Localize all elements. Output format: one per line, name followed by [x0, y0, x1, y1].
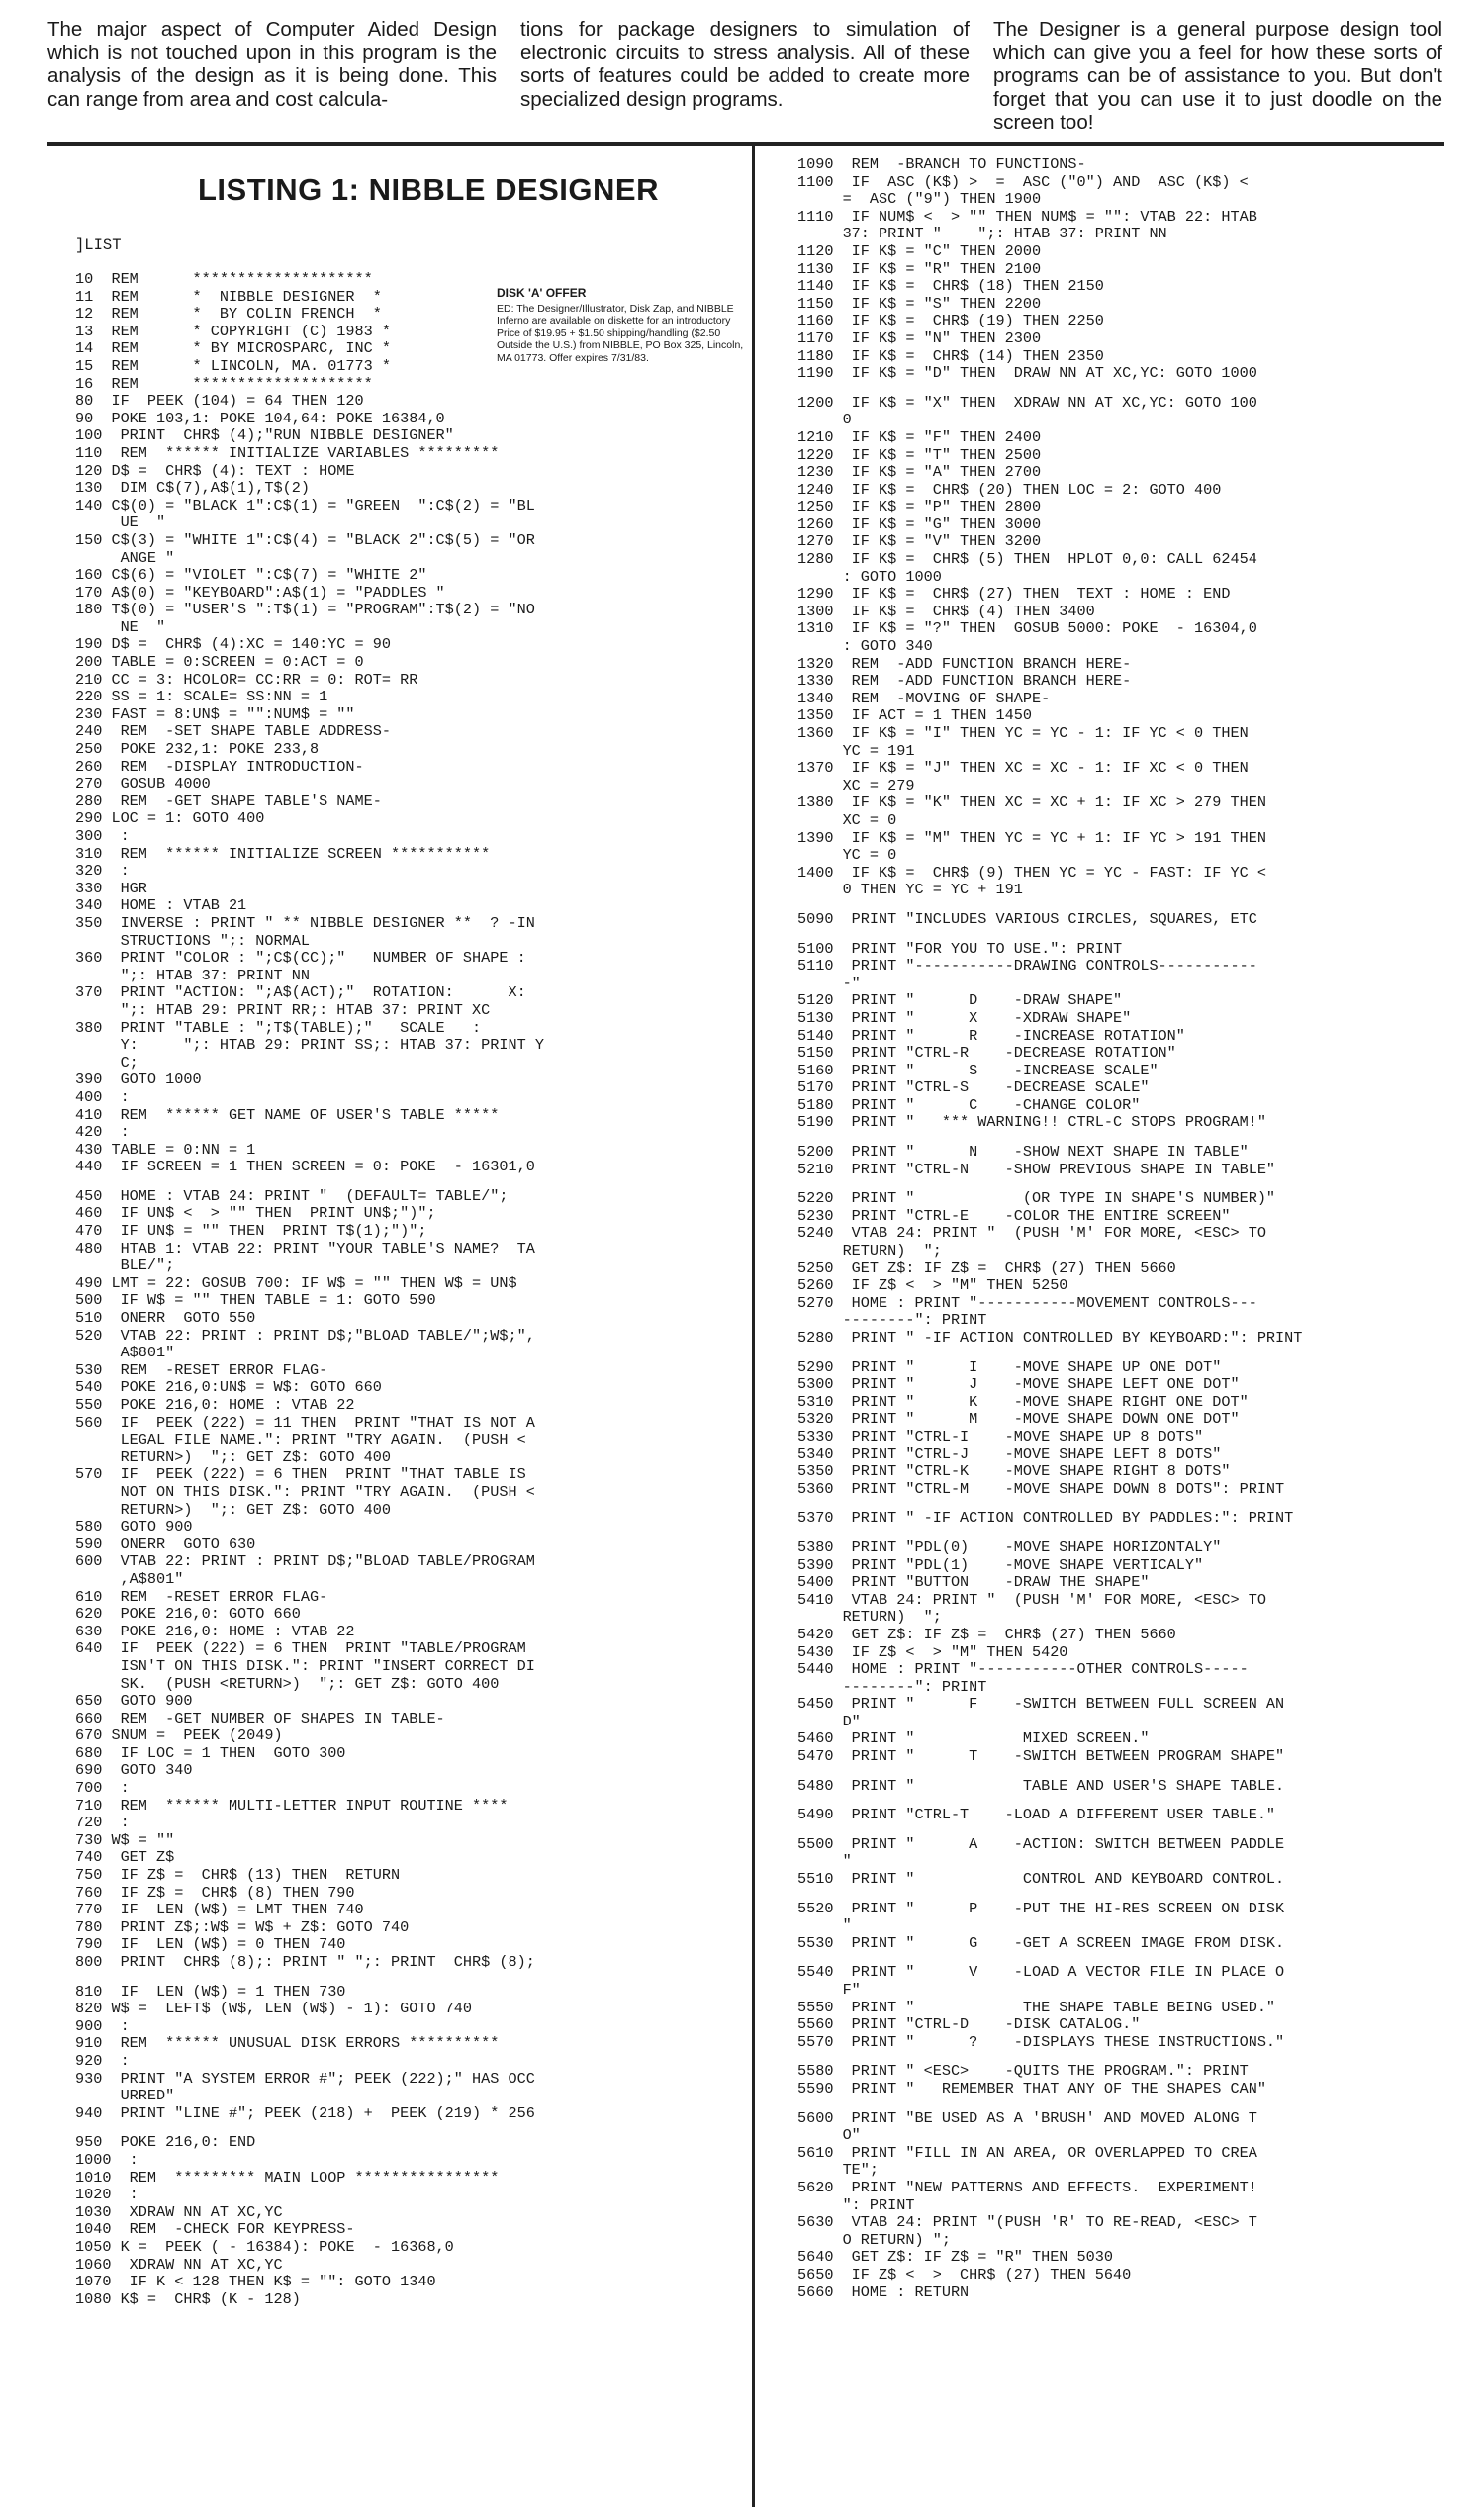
code-line: 510 ONERR GOTO 550 [75, 1309, 256, 1328]
code-line: 290 LOC = 1: GOTO 400 [75, 809, 265, 828]
code-line: NE " [75, 617, 166, 636]
code-line: 5480 PRINT " TABLE AND USER'S SHAPE TABLE. [797, 1776, 1285, 1795]
code-line: 5280 PRINT " -IF ACTION CONTROLLED BY KEYBOARD:": PRINT [797, 1329, 1303, 1347]
code-line: 1190 IF K$ = "D" THEN DRAW NN AT XC,YC: GOTO 1000 [797, 364, 1257, 383]
code-line: 1060 XDRAW NN AT XC,YC [75, 2255, 283, 2274]
code-line: 130 DIM C$(7),A$(1),T$(2) [75, 479, 310, 498]
code-line: 1050 K = PEEK ( - 16384): POKE - 16368,0 [75, 2237, 454, 2256]
code-line: 37: PRINT " ";: HTAB 37: PRINT NN [797, 225, 1167, 243]
code-line: 750 IF Z$ = CHR$ (13) THEN RETURN [75, 1866, 401, 1885]
code-line [797, 2098, 1302, 2110]
code-line: 5090 PRINT "INCLUDES VARIOUS CIRCLES, SQUARES, ETC [797, 909, 1257, 928]
code-line: 5460 PRINT " MIXED SCREEN." [797, 1729, 1150, 1748]
code-line: 1250 IF K$ = "P" THEN 2800 [797, 498, 1042, 516]
code-line: 1140 IF K$ = CHR$ (18) THEN 2150 [797, 277, 1104, 296]
code-line: 690 GOTO 340 [75, 1761, 193, 1780]
code-line: 1180 IF K$ = CHR$ (14) THEN 2350 [797, 346, 1104, 365]
code-line: 210 CC = 3: HCOLOR= CC:RR = 0: ROT= RR [75, 670, 418, 689]
code-line: 5430 IF Z$ < > "M" THEN 5420 [797, 1642, 1068, 1661]
code-line: XC = 0 [797, 810, 897, 829]
code-line: 80 IF PEEK (104) = 64 THEN 120 [75, 392, 364, 411]
code-line: 520 VTAB 22: PRINT : PRINT D$;"BLOAD TABLE/";W$;", [75, 1326, 535, 1345]
code-line: 1040 REM -CHECK FOR KEYPRESS- [75, 2220, 355, 2239]
code-line [797, 383, 1302, 395]
code-line: --------": PRINT [797, 1311, 987, 1330]
code-line: 1000 : [75, 2150, 139, 2169]
code-line: 5290 PRINT " I -MOVE SHAPE UP ONE DOT" [797, 1357, 1222, 1376]
code-line: Y: ";: HTAB 29: PRINT SS;: HTAB 37: PRINT Y [75, 1036, 544, 1055]
code-line: 5500 PRINT " A -ACTION: SWITCH BETWEEN PADDLE [797, 1834, 1285, 1853]
code-line: 16 REM ******************** [75, 374, 373, 393]
code-line: 390 GOTO 1000 [75, 1071, 202, 1089]
code-line: 90 POKE 103,1: POKE 104,64: POKE 16384,0 [75, 409, 445, 427]
code-line: 700 : [75, 1779, 130, 1798]
code-line: 260 REM -DISPLAY INTRODUCTION- [75, 757, 364, 776]
code-line: 5150 PRINT "CTRL-R -DECREASE ROTATION" [797, 1044, 1176, 1063]
code-line: 160 C$(6) = "VIOLET ":C$(7) = "WHITE 2" [75, 566, 427, 585]
code-line: 950 POKE 216,0: END [75, 2133, 256, 2152]
code-line: TE"; [797, 2161, 880, 2180]
code-line: : GOTO 340 [797, 637, 933, 656]
listing-title: LISTING 1: NIBBLE DESIGNER [198, 172, 659, 207]
code-line: ISN'T ON THIS DISK.": PRINT "INSERT CORRECT DI [75, 1656, 535, 1675]
code-line: 0 [797, 411, 852, 429]
code-line: 760 IF Z$ = CHR$ (8) THEN 790 [75, 1883, 355, 1902]
code-line: 1300 IF K$ = CHR$ (4) THEN 3400 [797, 602, 1095, 620]
code-line: 5360 PRINT "CTRL-M -MOVE SHAPE DOWN 8 DOTS": PRINT [797, 1479, 1285, 1498]
code-line: 620 POKE 216,0: GOTO 660 [75, 1605, 301, 1624]
code-line: 330 HGR [75, 879, 147, 897]
code-line: 560 IF PEEK (222) = 11 THEN PRINT "THAT IS NOT A [75, 1413, 535, 1432]
code-line: 1120 IF K$ = "C" THEN 2000 [797, 241, 1042, 260]
code-line: URRED" [75, 2087, 175, 2105]
code-line: ,A$801" [75, 1569, 184, 1588]
code-line: 460 IF UN$ < > "" THEN PRINT UN$;")"; [75, 1204, 436, 1223]
intro-column-2: tions for package designers to simulation of electronic circuits to stress analysis. All of these sorts of features could be added to create more specialized design programs. [520, 18, 970, 111]
code-line: 610 REM -RESET ERROR FLAG- [75, 1587, 328, 1606]
code-line: 5400 PRINT "BUTTON -DRAW THE SHAPE" [797, 1573, 1150, 1592]
code-line: 1130 IF K$ = "R" THEN 2100 [797, 259, 1042, 278]
code-line: 1100 IF ASC (K$) > = ASC ("0") AND ASC (K$) < [797, 172, 1249, 191]
code-line: 1070 IF K < 128 THEN K$ = "": GOTO 1340 [75, 2273, 436, 2291]
code-line: 1080 K$ = CHR$ (K - 128) [75, 2289, 301, 2308]
code-line: 5200 PRINT " N -SHOW NEXT SHAPE IN TABLE" [797, 1143, 1249, 1162]
code-line: -" [797, 974, 861, 992]
code-line: 370 PRINT "ACTION: ";A$(ACT);" ROTATION: X: [75, 983, 526, 1002]
code-line: 400 : [75, 1087, 130, 1106]
code-line: 5370 PRINT " -IF ACTION CONTROLLED BY PADDLES:": PRINT [797, 1509, 1294, 1528]
code-line: 590 ONERR GOTO 630 [75, 1535, 256, 1553]
code-line: 5130 PRINT " X -XDRAW SHAPE" [797, 1008, 1132, 1027]
code-line: : GOTO 1000 [797, 567, 942, 586]
code-line: 440 IF SCREEN = 1 THEN SCREEN = 0: POKE - 16301,0 [75, 1158, 535, 1176]
code-line: 910 REM ****** UNUSUAL DISK ERRORS ********** [75, 2034, 500, 2053]
code-line: 820 W$ = LEFT$ (W$, LEN (W$) - 1): GOTO 740 [75, 2000, 473, 2018]
code-line [797, 1766, 1302, 1778]
code-line: 5580 PRINT " <ESC> -QUITS THE PROGRAM.": PRINT [797, 2062, 1249, 2081]
code-line: 1390 IF K$ = "M" THEN YC = YC + 1: IF YC > 191 THEN [797, 828, 1266, 847]
code-line: 670 SNUM = PEEK (2049) [75, 1726, 283, 1745]
code-line: LEGAL FILE NAME.": PRINT "TRY AGAIN. (PUSH < [75, 1431, 526, 1449]
code-line: 430 TABLE = 0:NN = 1 [75, 1140, 256, 1159]
code-line: 230 FAST = 8:UN$ = "":NUM$ = "" [75, 704, 355, 723]
code-line: 310 REM ****** INITIALIZE SCREEN *********** [75, 844, 491, 863]
code-line: 250 POKE 232,1: POKE 233,8 [75, 740, 320, 759]
code-line: 5230 PRINT "CTRL-E -COLOR THE ENTIRE SCREEN" [797, 1206, 1231, 1225]
code-line: 300 : [75, 827, 130, 845]
code-line: 570 IF PEEK (222) = 6 THEN PRINT "THAT TABLE IS [75, 1465, 526, 1484]
code-line: 220 SS = 1: SCALE= SS:NN = 1 [75, 688, 328, 706]
code-line: 1030 XDRAW NN AT XC,YC [75, 2202, 283, 2221]
code-line: F" [797, 1981, 861, 1999]
code-line: A$801" [75, 1344, 175, 1362]
code-line: 380 PRINT "TABLE : ";T$(TABLE);" SCALE : [75, 1018, 482, 1037]
code-line: 150 C$(3) = "WHITE 1":C$(4) = "BLACK 2":C$(5) = "OR [75, 530, 535, 549]
code-line: 660 REM -GET NUMBER OF SHAPES IN TABLE- [75, 1709, 445, 1727]
code-line: 350 INVERSE : PRINT " ** NIBBLE DESIGNER ** ? -IN [75, 913, 535, 932]
intro-text [47, 18, 1442, 135]
code-line [75, 1972, 544, 1984]
code-line: 240 REM -SET SHAPE TABLE ADDRESS- [75, 722, 391, 741]
code-line: 1310 IF K$ = "?" THEN GOSUB 5000: POKE - 16304,0 [797, 619, 1257, 638]
listing-top-rule [47, 142, 1444, 146]
code-line: 5170 PRINT "CTRL-S -DECREASE SCALE" [797, 1078, 1150, 1097]
code-line: 1320 REM -ADD FUNCTION BRANCH HERE- [797, 654, 1132, 673]
code-line: 1380 IF K$ = "K" THEN XC = XC + 1: IF XC > 279 THEN [797, 793, 1266, 812]
code-line: 5490 PRINT "CTRL-T -LOAD A DIFFERENT USER TABLE." [797, 1806, 1276, 1824]
code-line: 1160 IF K$ = CHR$ (19) THEN 2250 [797, 312, 1104, 330]
code-line: 5340 PRINT "CTRL-J -MOVE SHAPE LEFT 8 DOTS" [797, 1444, 1222, 1463]
code-line: 5160 PRINT " S -INCREASE SCALE" [797, 1061, 1159, 1079]
code-line: 1020 : [75, 2186, 139, 2204]
code-line: 5550 PRINT " THE SHAPE TABLE BEING USED." [797, 1998, 1276, 2016]
code-line: 740 GET Z$ [75, 1848, 175, 1867]
code-line: 1010 REM ********* MAIN LOOP **************** [75, 2168, 500, 2187]
code-line: 5660 HOME : RETURN [797, 2283, 970, 2301]
code-line: 900 : [75, 2016, 130, 2035]
code-line: 1240 IF K$ = CHR$ (20) THEN LOC = 2: GOTO 400 [797, 480, 1222, 499]
code-line: 5570 PRINT " ? -DISPLAYS THESE INSTRUCTIONS." [797, 2032, 1285, 2051]
code-line: 5260 IF Z$ < > "M" THEN 5250 [797, 1276, 1068, 1295]
code-line: 480 HTAB 1: VTAB 22: PRINT "YOUR TABLE'S NAME? TA [75, 1239, 535, 1258]
code-line: O RETURN) "; [797, 2230, 951, 2249]
code-line: 11 REM * NIBBLE DESIGNER * [75, 287, 382, 306]
code-line: 180 T$(0) = "USER'S ":T$(1) = "PROGRAM":T$(2) = "NO [75, 601, 535, 619]
code-line: 1260 IF K$ = "G" THEN 3000 [797, 514, 1042, 533]
code-line: ";: HTAB 37: PRINT NN [75, 966, 310, 984]
code-line: 5620 PRINT "NEW PATTERNS AND EFFECTS. EXPERIMENT! [797, 2178, 1257, 2196]
code-line: 490 LMT = 22: GOSUB 700: IF W$ = "" THEN W$ = UN$ [75, 1273, 517, 1292]
code-line: 170 A$(0) = "KEYBOARD":A$(1) = "PADDLES " [75, 583, 445, 602]
code-line: 360 PRINT "COLOR : ";C$(CC);" NUMBER OF SHAPE : [75, 949, 526, 968]
intro-column-1: The major aspect of Computer Aided Design which is not touched upon in this program is the analysis of the design as it is being done. This can range from area and cost calcula- [47, 18, 497, 111]
code-line [797, 929, 1302, 941]
code-line: ";: HTAB 29: PRINT RR;: HTAB 37: PRINT XC [75, 1000, 491, 1019]
code-line: 530 REM -RESET ERROR FLAG- [75, 1360, 328, 1379]
code-line: 770 IF LEN (W$) = LMT THEN 740 [75, 1901, 364, 1919]
code-line: 140 C$(0) = "BLACK 1":C$(1) = "GREEN ":C$(2) = "BL [75, 496, 535, 514]
code-line: 5350 PRINT "CTRL-K -MOVE SHAPE RIGHT 8 DOTS" [797, 1462, 1231, 1481]
code-line: 1330 REM -ADD FUNCTION BRANCH HERE- [797, 672, 1132, 691]
code-line: " [797, 1852, 852, 1871]
code-line: 1150 IF K$ = "S" THEN 2200 [797, 294, 1042, 313]
code-line: 5270 HOME : PRINT "-----------MOVEMENT CONTROLS--- [797, 1293, 1257, 1312]
code-line: 5220 PRINT " (OR TYPE IN SHAPE'S NUMBER)" [797, 1189, 1276, 1208]
code-line: 1360 IF K$ = "I" THEN YC = YC - 1: IF YC < 0 THEN [797, 724, 1249, 742]
code-line: 5100 PRINT "FOR YOU TO USE.": PRINT [797, 939, 1123, 958]
code-line: 200 TABLE = 0:SCREEN = 0:ACT = 0 [75, 653, 364, 672]
code-line: 1210 IF K$ = "F" THEN 2400 [797, 427, 1042, 446]
code-line: 680 IF LOC = 1 THEN GOTO 300 [75, 1743, 346, 1762]
code-line: 340 HOME : VTAB 21 [75, 896, 247, 915]
code-line: 5120 PRINT " D -DRAW SHAPE" [797, 991, 1123, 1010]
code-line: 5510 PRINT " CONTROL AND KEYBOARD CONTROL. [797, 1870, 1285, 1889]
code-line: 120 D$ = CHR$ (4): TEXT : HOME [75, 461, 355, 480]
code-line: 790 IF LEN (W$) = 0 THEN 740 [75, 1935, 346, 1954]
code-line: = ASC ("9") THEN 1900 [797, 190, 1042, 209]
code-line: NOT ON THIS DISK.": PRINT "TRY AGAIN. (PUSH < [75, 1482, 535, 1501]
code-line: 5530 PRINT " G -GET A SCREEN IMAGE FROM DISK. [797, 1933, 1285, 1952]
code-line: 1280 IF K$ = CHR$ (5) THEN HPLOT 0,0: CALL 62454 [797, 550, 1257, 569]
code-line: 580 GOTO 900 [75, 1518, 193, 1537]
code-line: 1400 IF K$ = CHR$ (9) THEN YC = YC - FAST: IF YC < [797, 863, 1266, 882]
code-line: 5560 PRINT "CTRL-D -DISK CATALOG." [797, 2015, 1141, 2034]
code-line: 500 IF W$ = "" THEN TABLE = 1: GOTO 590 [75, 1291, 436, 1310]
code-line: 190 D$ = CHR$ (4):XC = 140:YC = 90 [75, 635, 391, 654]
code-line: 720 : [75, 1814, 130, 1832]
code-column-right [797, 156, 1302, 2301]
code-line: " [797, 1916, 852, 1935]
code-line: 110 REM ****** INITIALIZE VARIABLES ********* [75, 443, 500, 462]
code-line: 5330 PRINT "CTRL-I -MOVE SHAPE UP 8 DOTS" [797, 1427, 1204, 1445]
code-line: 780 PRINT Z$;:W$ = W$ + Z$: GOTO 740 [75, 1917, 410, 1936]
code-line: 5140 PRINT " R -INCREASE ROTATION" [797, 1026, 1185, 1045]
disk-offer-heading: DISK 'A' OFFER [497, 286, 587, 300]
code-line: 650 GOTO 900 [75, 1692, 193, 1711]
code-line: 5420 GET Z$: IF Z$ = CHR$ (27) THEN 5660 [797, 1625, 1176, 1643]
code-line: 5470 PRINT " T -SWITCH BETWEEN PROGRAM SHAPE" [797, 1747, 1285, 1766]
code-line: 320 : [75, 862, 130, 881]
code-line: RETURN>) ";: GET Z$: GOTO 400 [75, 1500, 391, 1519]
code-line: 5240 VTAB 24: PRINT " (PUSH 'M' FOR MORE, <ESC> TO [797, 1224, 1266, 1243]
code-line: 1090 REM -BRANCH TO FUNCTIONS- [797, 155, 1086, 173]
code-line: 0 THEN YC = YC + 191 [797, 881, 1023, 899]
code-line: 5450 PRINT " F -SWITCH BETWEEN FULL SCREEN AN [797, 1695, 1285, 1714]
code-line [797, 1889, 1302, 1901]
code-line: 5600 PRINT "BE USED AS A 'BRUSH' AND MOVED ALONG T [797, 2108, 1257, 2127]
code-line: O" [797, 2126, 861, 2145]
list-command: ]LIST [75, 236, 122, 254]
code-line: 5210 PRINT "CTRL-N -SHOW PREVIOUS SHAPE IN TABLE" [797, 1160, 1276, 1178]
code-column-left [75, 271, 544, 2308]
code-line: 100 PRINT CHR$ (4);"RUN NIBBLE DESIGNER" [75, 426, 454, 445]
code-line: 5390 PRINT "PDL(1) -MOVE SHAPE VERTICALY" [797, 1555, 1204, 1574]
column-divider [752, 142, 755, 2507]
code-line: 540 POKE 216,0:UN$ = W$: GOTO 660 [75, 1378, 382, 1397]
code-line: 800 PRINT CHR$ (8);: PRINT " ";: PRINT CHR$ (8); [75, 1953, 535, 1971]
code-line: 1340 REM -MOVING OF SHAPE- [797, 689, 1051, 707]
code-line: 5520 PRINT " P -PUT THE HI-RES SCREEN ON DISK [797, 1899, 1285, 1917]
code-line: 630 POKE 216,0: HOME : VTAB 22 [75, 1622, 355, 1640]
code-line: RETURN>) ";: GET Z$: GOTO 400 [75, 1447, 391, 1466]
code-line: 1170 IF K$ = "N" THEN 2300 [797, 328, 1042, 347]
code-line: 940 PRINT "LINE #"; PEEK (218) + PEEK (219) * 256 [75, 2103, 535, 2122]
code-line: 1290 IF K$ = CHR$ (27) THEN TEXT : HOME : END [797, 585, 1231, 604]
code-line: 1230 IF K$ = "A" THEN 2700 [797, 463, 1042, 482]
code-line: 1110 IF NUM$ < > "" THEN NUM$ = "": VTAB 22: HTAB [797, 207, 1257, 226]
code-line: XC = 279 [797, 776, 915, 794]
code-line: 5410 VTAB 24: PRINT " (PUSH 'M' FOR MORE, <ESC> TO [797, 1590, 1266, 1609]
code-line: 5320 PRINT " M -MOVE SHAPE DOWN ONE DOT" [797, 1410, 1240, 1429]
code-line: 930 PRINT "A SYSTEM ERROR #"; PEEK (222);" HAS OCC [75, 2069, 535, 2088]
code-line: 5110 PRINT "-----------DRAWING CONTROLS----------- [797, 957, 1257, 976]
code-line: 1370 IF K$ = "J" THEN XC = XC - 1: IF XC < 0 THEN [797, 759, 1249, 778]
code-line: 5180 PRINT " C -CHANGE COLOR" [797, 1095, 1141, 1114]
code-line: D" [797, 1712, 861, 1730]
disk-offer-body: ED: The Designer/Illustrator, Disk Zap, and NIBBLE Inferno are available on diskette for an introductory Price of $19.95 + $1.50 shipping/handling ($2.50 Outside the U.S.) from NIBBLE, PO Box 325, Lincoln, MA 01773. Offer expires 7/31/83. [497, 302, 744, 364]
code-line: 1270 IF K$ = "V" THEN 3200 [797, 532, 1042, 551]
code-line: 13 REM * COPYRIGHT (C) 1983 * [75, 322, 391, 340]
code-line: 15 REM * LINCOLN, MA. 01773 * [75, 356, 391, 375]
code-line: 420 : [75, 1123, 130, 1142]
code-line: 450 HOME : VTAB 24: PRINT " (DEFAULT= TABLE/"; [75, 1186, 509, 1205]
code-line: 10 REM ******************** [75, 270, 373, 288]
code-line: 5300 PRINT " J -MOVE SHAPE LEFT ONE DOT" [797, 1375, 1240, 1394]
code-line: 550 POKE 216,0: HOME : VTAB 22 [75, 1396, 355, 1414]
code-line: RETURN) "; [797, 1242, 942, 1260]
code-line: 5380 PRINT "PDL(0) -MOVE SHAPE HORIZONTALY" [797, 1538, 1222, 1556]
code-line: RETURN) "; [797, 1608, 942, 1627]
code-line: 730 W$ = "" [75, 1830, 175, 1849]
code-line [797, 1348, 1302, 1359]
code-line: 5630 VTAB 24: PRINT "(PUSH 'R' TO RE-READ, <ESC> T [797, 2213, 1257, 2232]
code-line: 710 REM ****** MULTI-LETTER INPUT ROUTINE **** [75, 1796, 509, 1815]
code-line: 5440 HOME : PRINT "-----------OTHER CONTROLS----- [797, 1660, 1249, 1679]
code-line: 640 IF PEEK (222) = 6 THEN PRINT "TABLE/PROGRAM [75, 1639, 526, 1658]
code-line: 810 IF LEN (W$) = 1 THEN 730 [75, 1982, 346, 2001]
code-line: 5590 PRINT " REMEMBER THAT ANY OF THE SHAPES CAN" [797, 2079, 1266, 2097]
code-line: 1200 IF K$ = "X" THEN XDRAW NN AT XC,YC: GOTO 100 [797, 393, 1257, 412]
code-line: 600 VTAB 22: PRINT : PRINT D$;"BLOAD TABLE/PROGRAM [75, 1552, 535, 1571]
code-line: 270 GOSUB 4000 [75, 775, 211, 793]
code-line: C; [75, 1053, 139, 1072]
code-line: 14 REM * BY MICROSPARC, INC * [75, 339, 391, 358]
code-line: 470 IF UN$ = "" THEN PRINT T$(1);")"; [75, 1222, 427, 1241]
code-line: 5190 PRINT " *** WARNING!! CTRL-C STOPS PROGRAM!" [797, 1113, 1266, 1132]
code-line: ": PRINT [797, 2195, 915, 2214]
code-line: 12 REM * BY COLIN FRENCH * [75, 305, 382, 324]
code-line: 1220 IF K$ = "T" THEN 2500 [797, 445, 1042, 464]
code-line: ANGE " [75, 548, 175, 567]
code-line: SK. (PUSH <RETURN>) ";: GET Z$: GOTO 400 [75, 1674, 500, 1693]
code-line: 1350 IF ACT = 1 THEN 1450 [797, 706, 1032, 725]
code-line: 5650 IF Z$ < > CHR$ (27) THEN 5640 [797, 2265, 1132, 2283]
code-line: YC = 191 [797, 741, 915, 760]
code-line: 920 : [75, 2051, 130, 2070]
code-line: 5640 GET Z$: IF Z$ = "R" THEN 5030 [797, 2248, 1113, 2267]
code-line: 5610 PRINT "FILL IN AN AREA, OR OVERLAPPED TO CREA [797, 2143, 1257, 2162]
code-line: 5310 PRINT " K -MOVE SHAPE RIGHT ONE DOT" [797, 1392, 1249, 1411]
code-line: --------": PRINT [797, 1677, 987, 1696]
code-line: STRUCTIONS ";: NORMAL [75, 931, 310, 950]
code-line: UE " [75, 513, 166, 532]
code-line: 410 REM ****** GET NAME OF USER'S TABLE ***** [75, 1105, 500, 1124]
code-line: BLE/"; [75, 1257, 175, 1275]
code-line: 280 REM -GET SHAPE TABLE'S NAME- [75, 792, 382, 810]
code-line: YC = 0 [797, 846, 897, 865]
code-line: 5540 PRINT " V -LOAD A VECTOR FILE IN PLACE O [797, 1963, 1285, 1982]
code-line: 5250 GET Z$: IF Z$ = CHR$ (27) THEN 5660 [797, 1258, 1176, 1277]
intro-column-3: The Designer is a general purpose design tool which can give you a feel for how these sorts of programs can be of assistance to you. But don't forget that you can use it to just doodle on the screen too! [993, 18, 1442, 134]
